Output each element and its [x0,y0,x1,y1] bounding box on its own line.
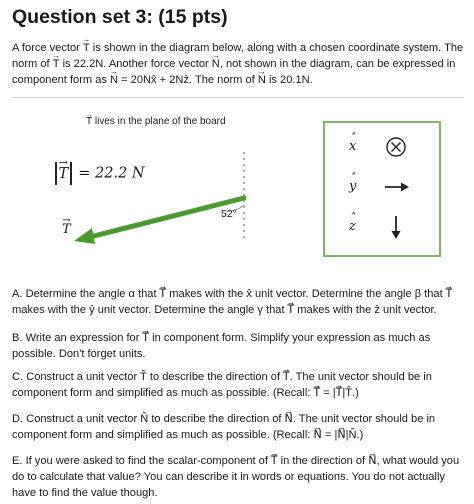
intro-text-6: is 20.1N. [265,74,313,86]
intro-text-3: is 22.2N. Another force vector [59,58,212,70]
question-a: A. Determine the angle α that T⃗ makes with the x̂ unit vector. Determine the angle β that T⃗ makes with the ŷ unit vector. Determine the angle γ that T⃗ makes with the ẑ unit vector. [12,288,453,316]
right-arrow-icon [383,175,413,201]
question-title: Question set 3: (15 pts) [12,6,228,28]
unit-vector-z-symbol: ˆ z [349,219,356,234]
question-b: B. Write an expression for T⃗ in component form. Simplify your expression as much as possible. Don't forget units. [12,332,431,360]
vector-symbol-n: → N [258,72,266,88]
vector-label-t [62,222,71,237]
vector-symbol-n: → N [212,56,220,72]
question-e: E. If you were asked to find the scalar-component of T⃗ in the direction of N⃗, what would you do to calculate that value? You can describe it in words or equations. You do not actually have to find the value though. [12,455,460,499]
circled-x-into-page-icon [383,135,413,161]
unit-vector-y-label [349,179,356,194]
unit-vector-row-x [325,135,439,161]
formula-n-rhs: = 20Nx̂ + 2Nẑ [118,74,189,86]
unit-vector-x-symbol: ˆ x [349,139,356,154]
caption-text: lives in the plane of the board [92,116,226,127]
question-c: C. Construct a unit vector T̂ to describe the direction of T⃗. The unit vector should be in component form and simplified as much as possible. (Recall: T⃗ = |T⃗|T̂.) [12,371,432,399]
force-vector-arrowhead [74,228,95,244]
down-arrow-icon [383,215,413,241]
unit-vector-row-y [325,175,439,201]
intro-text-5: . The norm of [188,74,258,86]
unit-vector-legend [323,121,441,257]
vector-symbol-t: → T [83,40,90,56]
intro-text-4: , not shown in the diagram, can be expressed in component form as [12,58,456,86]
unit-vector-x-label [349,139,356,154]
vector-label-symbol: → T [62,222,71,237]
unit-vector-y-symbol: ˆ y [349,179,356,194]
intro-text-1: A force vector [12,42,83,54]
caption-vector-symbol: → T [86,116,92,127]
intro-text-2: is shown in the diagram below, along with a chosen coordinate system. The norm of [12,42,464,70]
magnitude-vector-symbol: → T [59,166,69,182]
unit-vector-z-label [349,219,356,234]
question-d: D. Construct a unit vector N̂ to describe the direction of N⃗. The unit vector should be in component form and simplified as much as possible. (Recall: N⃗ = |N⃗|N̂.) [12,413,436,441]
vector-symbol-t: → T [53,56,60,72]
unit-vector-row-z [325,215,439,241]
formula-n-symbol: → N [110,72,118,88]
magnitude-value: = 22.2 N [78,165,145,182]
angle-label: 52° [221,208,237,220]
